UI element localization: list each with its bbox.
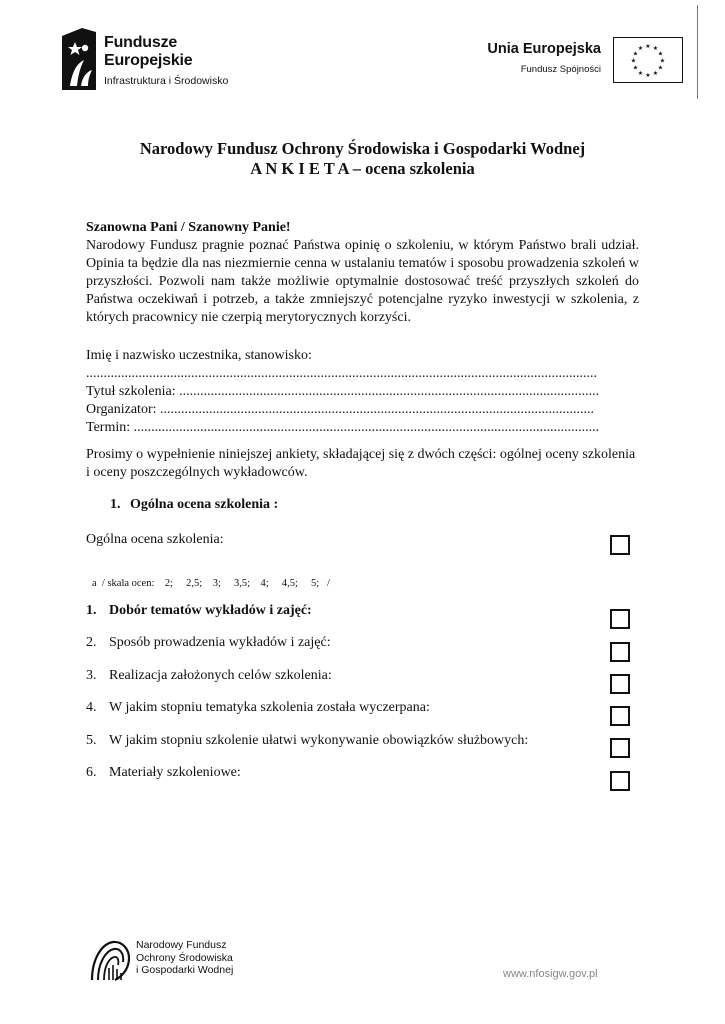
svg-text:★: ★ xyxy=(632,64,639,72)
question-1-checkbox[interactable] xyxy=(610,609,630,629)
question-number: 6. xyxy=(86,765,97,780)
question-3-checkbox[interactable] xyxy=(610,674,630,694)
request-paragraph xyxy=(86,446,666,482)
svg-text:★: ★ xyxy=(657,64,664,72)
question-item xyxy=(86,635,331,651)
question-item xyxy=(86,765,241,781)
nf-logo-line1: Narodowy Fundusz xyxy=(136,939,227,951)
training-title-field[interactable]: Tytuł szkolenia: ........................................................................................................................ xyxy=(86,384,600,399)
question-number: 3. xyxy=(86,668,97,683)
document-subtitle: A N K I E T A – ocena szkolenia xyxy=(250,159,475,178)
section-heading xyxy=(110,496,278,514)
svg-text:★: ★ xyxy=(657,50,664,58)
svg-text:★: ★ xyxy=(632,50,639,58)
svg-text:★: ★ xyxy=(637,45,644,52)
section-number: 1. xyxy=(110,497,121,512)
question-item xyxy=(86,668,332,684)
request-line1: Prosimy o wypełnienie niniejszej ankiety, składającej się z dwóch części: ogólnej oceny szkolenia xyxy=(86,447,636,462)
question-text: Materiały szkoleniowe: xyxy=(109,765,241,780)
question-6-checkbox[interactable] xyxy=(610,771,630,791)
document-title: Narodowy Fundusz Ochrony Środowiska i Gospodarki Wodnej xyxy=(139,139,586,158)
svg-text:★: ★ xyxy=(630,57,637,65)
question-4-checkbox[interactable] xyxy=(610,706,630,726)
question-item xyxy=(86,700,430,716)
question-number: 5. xyxy=(86,733,97,748)
nfosigw-logo-text xyxy=(136,939,233,977)
question-number: 1. xyxy=(86,603,97,618)
overall-rating-checkbox[interactable] xyxy=(610,535,630,555)
question-text: W jakim stopniu tematyka szkolenia została wyczerpana: xyxy=(109,700,430,715)
participant-label: Imię i nazwisko uczestnika, stanowisko: xyxy=(86,348,312,363)
question-text: Dobór tematów wykładów i zajęć: xyxy=(109,603,312,618)
intro-paragraph: Narodowy Fundusz pragnie poznać Państwa opinię o szkoleniu, w którym Państwo brali udział. Opinia ta będzie dla nas niezmiernie cenna w ustalaniu tematów i sposobu prowadzenia szkoleń w przyszłości. Pozwoli nam także możliwie optymalnie dostosować treść przyszłych szkoleń do Państwa oczekiwań i potrzeb, a także zmniejszyć potencjalne ryzyko inwestycji w szkolenia, z których pracownicy nie czerpią merytorycznych korzyści. xyxy=(86,238,639,325)
question-number: 4. xyxy=(86,700,97,715)
overall-rating-label: Ogólna ocena szkolenia: xyxy=(86,532,224,547)
question-5-checkbox[interactable] xyxy=(610,738,630,758)
participant-name-field[interactable]: .................................................................................................................................................. xyxy=(86,366,597,381)
svg-text:★: ★ xyxy=(652,70,659,77)
participant-fields xyxy=(86,347,646,437)
footer-url[interactable]: www.nfosigw.gov.pl xyxy=(503,968,598,980)
question-item xyxy=(86,733,528,749)
fundusze-europejskie-logo xyxy=(104,35,228,87)
question-text: Sposób prowadzenia wykładów i zajęć: xyxy=(109,635,331,650)
svg-text:★: ★ xyxy=(637,70,644,77)
question-text: W jakim stopniu szkolenie ułatwi wykonywanie obowiązków służbowych: xyxy=(109,733,529,748)
fe-logo-line1: Fundusze xyxy=(104,34,178,51)
nf-logo-line2: Ochrony Środowiska xyxy=(136,951,233,964)
organizer-field[interactable]: Organizator: ............................................................................................................................ xyxy=(86,402,594,417)
date-field[interactable]: Termin: ..................................................................................................................................... xyxy=(86,420,600,435)
svg-text:★: ★ xyxy=(645,72,651,79)
ue-logo-title: Unia Europejska xyxy=(487,41,601,57)
question-number: 2. xyxy=(86,635,97,650)
fe-logo-line2: Europejskie xyxy=(104,52,193,69)
svg-text:★: ★ xyxy=(659,57,666,65)
request-line2: i oceny poszczególnych wykładowców. xyxy=(86,465,308,480)
nfosigw-logo-icon xyxy=(89,938,131,982)
eu-flag-icon xyxy=(613,37,683,83)
svg-text:★: ★ xyxy=(645,43,651,50)
question-text: Realizacja założonych celów szkolenia: xyxy=(109,668,332,683)
rating-scale: a / skala ocen: 2; 2,5; 3; 3,5; 4; 4,5; 5; / xyxy=(92,578,330,589)
ue-logo-subtitle: Fundusz Spójności xyxy=(520,63,601,75)
header-divider xyxy=(697,5,698,99)
nf-logo-line3: i Gospodarki Wodnej xyxy=(136,964,234,976)
question-2-checkbox[interactable] xyxy=(610,642,630,662)
salutation: Szanowna Pani / Szanowny Panie! xyxy=(86,220,291,235)
question-item xyxy=(86,603,312,619)
fundusze-europejskie-star-icon xyxy=(60,28,96,90)
section-title: Ogólna ocena szkolenia : xyxy=(130,497,279,512)
fe-logo-line3: Infrastruktura i Środowisko xyxy=(104,75,229,87)
unia-europejska-logo xyxy=(470,42,601,74)
svg-text:★: ★ xyxy=(652,45,659,52)
